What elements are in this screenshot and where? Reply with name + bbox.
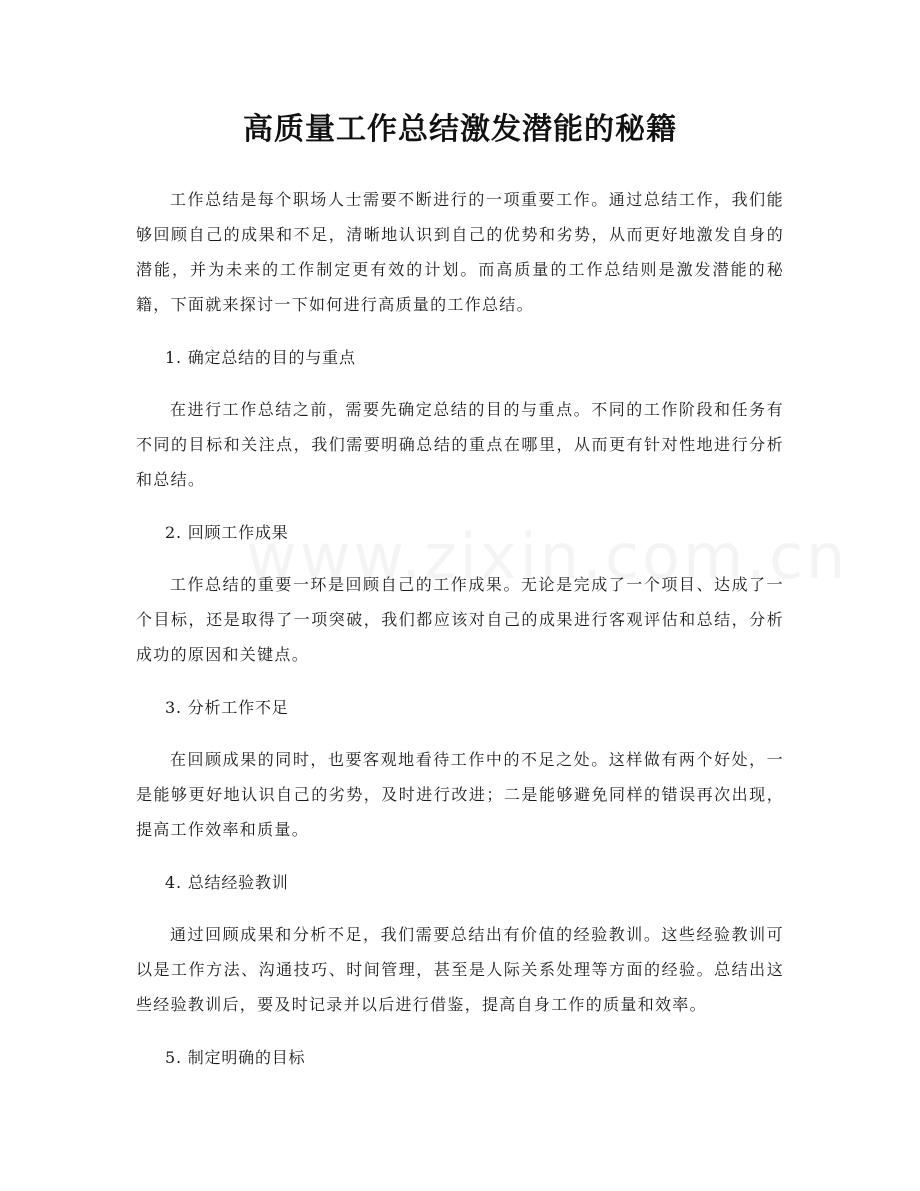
intro-paragraph: 工作总结是每个职场人士需要不断进行的一项重要工作。通过总结工作，我们能够回顾自己的成果和不足，清晰地认识到自己的优势和劣势，从而更好地激发自身的潜能，并为未来的工作制定更有效的计划。而高质量的工作总结则是激发潜能的秘籍，下面就来探讨一下如何进行高质量的工作总结。: [136, 190, 784, 314]
section-heading-3: 3. 分析工作不足: [165, 698, 289, 717]
section-body-2: 工作总结的重要一环是回顾自己的工作成果。无论是完成了一个项目、达成了一个目标，还是取得了一项突破，我们都应该对自己的成果进行客观评估和总结，分析成功的原因和关键点。: [136, 575, 784, 664]
section-body-1: 在进行工作总结之前，需要先确定总结的目的与重点。不同的工作阶段和任务有不同的目标和关注点，我们需要明确总结的重点在哪里，从而更有针对性地进行分析和总结。: [136, 400, 784, 489]
section-body-3: 在回顾成果的同时，也要客观地看待工作中的不足之处。这样做有两个好处，一是能够更好地认识自己的劣势，及时进行改进；二是能够避免同样的错误再次出现，提高工作效率和质量。: [136, 750, 784, 839]
section-heading-1: 1. 确定总结的目的与重点: [165, 348, 356, 367]
section-heading-5: 5. 制定明确的目标: [165, 1048, 306, 1067]
page-title: 高质量工作总结激发潜能的秘籍: [243, 112, 677, 147]
section-body-4: 通过回顾成果和分析不足，我们需要总结出有价值的经验教训。这些经验教训可以是工作方法、沟通技巧、时间管理，甚至是人际关系处理等方面的经验。总结出这些经验教训后，要及时记录并以后进行借鉴，提高自身工作的质量和效率。: [136, 925, 784, 1014]
section-heading-2: 2. 回顾工作成果: [165, 523, 289, 542]
section-heading-4: 4. 总结经验教训: [165, 873, 289, 892]
document-body: [136, 182, 784, 1092]
